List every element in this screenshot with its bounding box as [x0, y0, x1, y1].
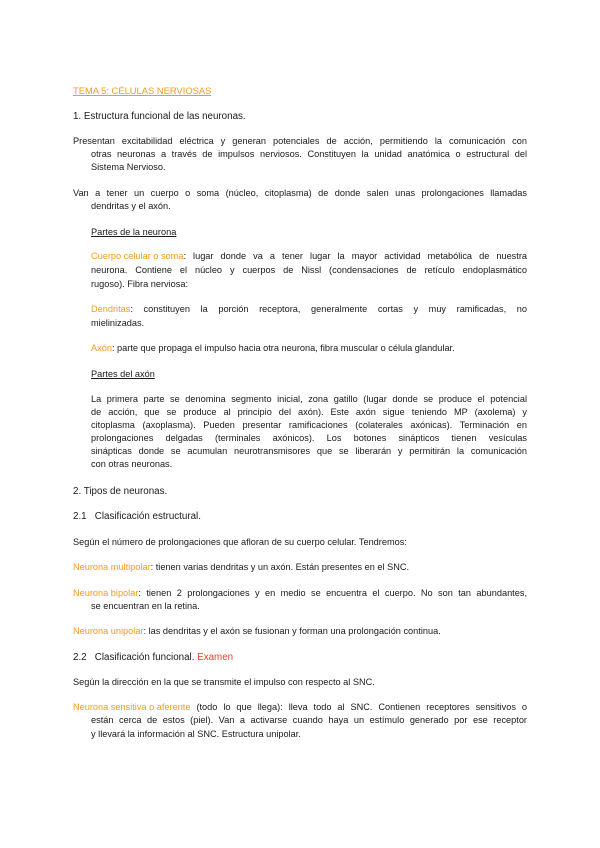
- definition-dendritas: [91, 303, 527, 317]
- exam-label: Examen: [197, 652, 234, 663]
- paragraph-line: citoplasma (axoplasma). Pueden presentar ramificaciones (colaterales axónicas). Terminación en: [91, 420, 527, 430]
- paragraph-line: : constituyen la porción receptora, generalmente cortas y muy ramificadas, no: [130, 304, 527, 314]
- paragraph-line: Sistema Nervioso.: [91, 162, 166, 172]
- heading-text: 2.2 Clasificación funcional.: [73, 652, 195, 663]
- section-heading-2: 2. Tipos de neuronas.: [73, 486, 168, 497]
- paragraph-line: prolongaciones delgadas (terminales axónicos). Los botones sinápticos tienen vesículas: [91, 433, 527, 443]
- paragraph-line: (todo lo que llega): lleva todo al SNC. Contienen receptores sensitivos o: [190, 702, 527, 712]
- paragraph-line: La primera parte se denomina segmento inicial, zona gatillo (lugar donde se produce el potencial: [91, 394, 527, 404]
- paragraph-line: de acción, que se produce al principio del axón). Este axón sigue teniendo MP (axolema) y: [91, 407, 527, 417]
- subheading-partes-neurona: Partes de la neurona: [91, 227, 177, 237]
- paragraph-line: mielinizadas.: [91, 318, 145, 328]
- term-dendritas: Dendritas: [91, 304, 131, 314]
- paragraph-line: : tienen varias dendritas y un axón. Están presentes en el SNC.: [150, 562, 410, 572]
- subheading-partes-axon: Partes del axón: [91, 369, 155, 379]
- definition-sensitiva: [73, 701, 527, 715]
- paragraph-line: con otras neuronas.: [91, 459, 173, 469]
- paragraph-line: Presentan excitabilidad eléctrica y generan potenciales de acción, permitiendo la comunicación con: [73, 136, 527, 146]
- paragraph-line: otras neuronas a través de impulsos nerviosos. Constituyen la unidad anatómica o estructural del: [91, 149, 527, 159]
- paragraph-line: : lugar donde va a tener lugar la mayor actividad metabólica de nuestra: [183, 251, 527, 261]
- paragraph-line: neurona. Contiene el núcleo y cuerpos de Nissl (condensaciones de retículo endoplasmático: [91, 265, 527, 275]
- term-multipolar: Neurona multipolar: [73, 562, 151, 572]
- definition-soma: [91, 250, 527, 264]
- term-unipolar: Neurona unipolar: [73, 626, 144, 636]
- paragraph-line: sinápticas donde se acumulan neurotransmisores que se liberarán y permitirán la comunicación: [91, 446, 527, 456]
- paragraph-line: : tienen 2 prolongaciones y en medio se encuentra el cuerpo. No son tan abundantes,: [138, 588, 527, 598]
- paragraph-line: dendritas y el axón.: [91, 201, 171, 211]
- section-heading-2-2: [73, 651, 233, 665]
- paragraph-line: Según el número de prolongaciones que afloran de su cuerpo celular. Tendremos:: [73, 537, 407, 547]
- definition-multipolar: [73, 561, 409, 575]
- paragraph-line: y llevará la información al SNC. Estructura unipolar.: [91, 729, 301, 739]
- document-title: TEMA 5: CÉLULAS NERVIOSAS: [73, 85, 212, 96]
- paragraph-line: Según la dirección en la que se transmite el impulso con respecto al SNC.: [73, 677, 375, 687]
- paragraph-line: rugoso). Fibra nerviosa:: [91, 279, 189, 289]
- term-sensitiva: Neurona sensitiva o aferente: [73, 702, 191, 712]
- definition-axon: [91, 342, 455, 356]
- section-heading-1: 1. Estructura funcional de las neuronas.: [73, 111, 246, 122]
- term-axon: Axón: [91, 343, 112, 353]
- section-heading-2-1: 2.1 Clasificación estructural.: [73, 511, 201, 522]
- paragraph-line: : las dendritas y el axón se fusionan y forman una prolongación continua.: [143, 626, 441, 636]
- definition-bipolar: [73, 587, 527, 601]
- paragraph-line: se encuentran en la retina.: [91, 601, 200, 611]
- term-soma: Cuerpo celular o soma: [91, 251, 184, 261]
- paragraph-line: Van a tener un cuerpo o soma (núcleo, citoplasma) de donde salen unas prolongaciones llamadas: [73, 188, 527, 198]
- paragraph-line: : parte que propaga el impulso hacia otra neurona, fibra muscular o célula glandular.: [111, 343, 455, 353]
- term-bipolar: Neurona bipolar: [73, 588, 139, 598]
- paragraph-line: están cerca de estos (piel). Van a activarse cuando haya un estímulo generado por ese receptor: [91, 715, 527, 725]
- definition-unipolar: [73, 625, 441, 639]
